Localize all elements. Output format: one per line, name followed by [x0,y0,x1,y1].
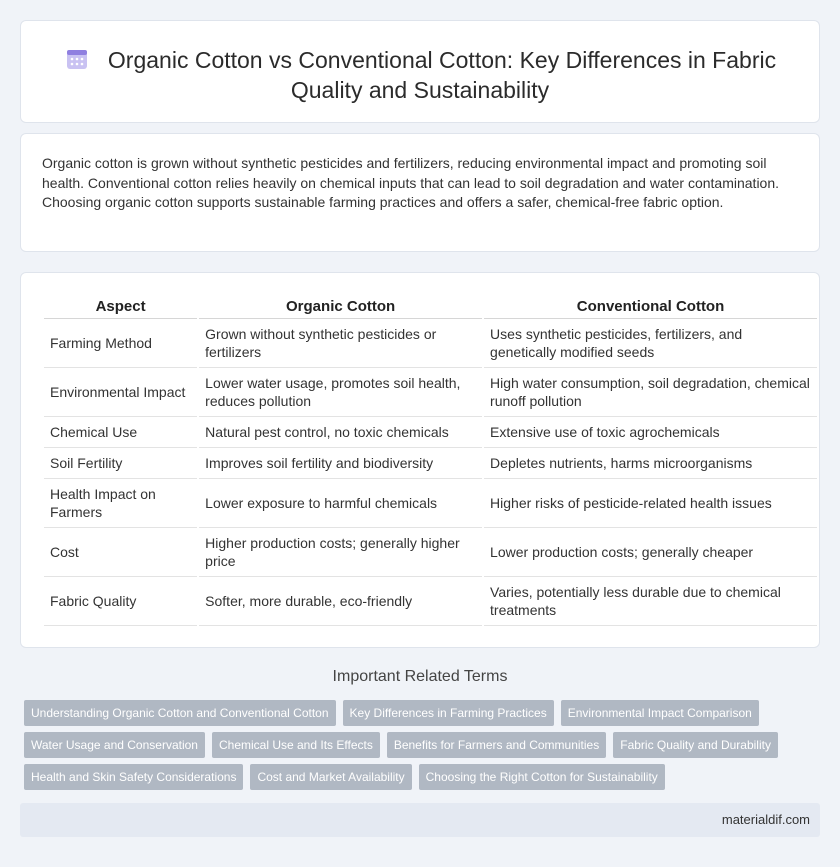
cell-aspect: Cost [44,528,197,577]
related-term-tag[interactable]: Understanding Organic Cotton and Conventional Cotton [24,700,336,726]
cell-conventional: Extensive use of toxic agrochemicals [484,417,817,448]
comparison-card [20,272,820,648]
table-row [44,577,817,626]
cell-conventional: Higher risks of pesticide-related health issues [484,479,817,528]
cell-aspect: Fabric Quality [44,577,197,626]
cell-aspect: Environmental Impact [44,368,197,417]
cell-organic: Natural pest control, no toxic chemicals [199,417,482,448]
cell-organic: Grown without synthetic pesticides or fertilizers [199,319,482,368]
related-term-tag[interactable]: Chemical Use and Its Effects [212,732,380,758]
column-header-conventional: Conventional Cotton [484,295,817,319]
table-header-row [44,295,817,319]
cell-aspect: Soil Fertility [44,448,197,479]
related-term-tag[interactable]: Key Differences in Farming Practices [343,700,554,726]
cell-conventional: High water consumption, soil degradation, chemical runoff pollution [484,368,817,417]
related-term-tag[interactable]: Water Usage and Conservation [24,732,205,758]
cell-aspect: Chemical Use [44,417,197,448]
table-row [44,368,817,417]
cell-organic: Lower water usage, promotes soil health, reduces pollution [199,368,482,417]
page-title: Organic Cotton vs Conventional Cotton: Key Differences in Fabric Quality and Sustainability [107,47,777,103]
cell-organic: Lower exposure to harmful chemicals [199,479,482,528]
comparison-table [42,295,819,626]
column-header-organic: Organic Cotton [199,295,482,319]
related-term-tag[interactable]: Health and Skin Safety Considerations [24,764,243,790]
related-term-tag[interactable]: Benefits for Farmers and Communities [387,732,606,758]
cell-conventional: Depletes nutrients, harms microorganisms [484,448,817,479]
related-term-tag[interactable]: Environmental Impact Comparison [561,700,759,726]
column-header-aspect: Aspect [44,295,197,319]
table-row [44,319,817,368]
intro-card [20,133,820,252]
related-term-tag[interactable]: Cost and Market Availability [250,764,411,790]
cell-organic: Improves soil fertility and biodiversity [199,448,482,479]
related-terms-tags [24,700,804,796]
intro-paragraph: Organic cotton is grown without synthetic pesticides and fertilizers, reducing environmental impact and promoting soil health. Conventional cotton relies heavily on chemical inputs that can lead to soil degradation and water contamination. Choosing organic cotton supports sustainable farming practices and offers a safer, chemical-free fabric option. [42,155,780,210]
related-term-tag[interactable]: Choosing the Right Cotton for Sustainability [419,764,665,790]
cell-aspect: Health Impact on Farmers [44,479,197,528]
title-card [20,20,820,123]
footer [20,803,820,837]
table-row [44,448,817,479]
cell-conventional: Lower production costs; generally cheaper [484,528,817,577]
table-row [44,479,817,528]
cell-organic: Higher production costs; generally higher price [199,528,482,577]
tag-row [24,732,804,758]
cell-organic: Softer, more durable, eco-friendly [199,577,482,626]
footer-site-link[interactable]: materialdif.com [721,812,810,827]
tag-row [24,764,804,790]
table-row [44,528,817,577]
cell-conventional: Uses synthetic pesticides, fertilizers, and genetically modified seeds [484,319,817,368]
cell-conventional: Varies, potentially less durable due to chemical treatments [484,577,817,626]
table-row [44,417,817,448]
calendar-icon [64,46,90,72]
cell-aspect: Farming Method [44,319,197,368]
related-term-tag[interactable]: Fabric Quality and Durability [613,732,778,758]
related-terms-title: Important Related Terms [332,668,508,685]
tag-row [24,700,804,726]
page-title-wrap [21,45,819,105]
